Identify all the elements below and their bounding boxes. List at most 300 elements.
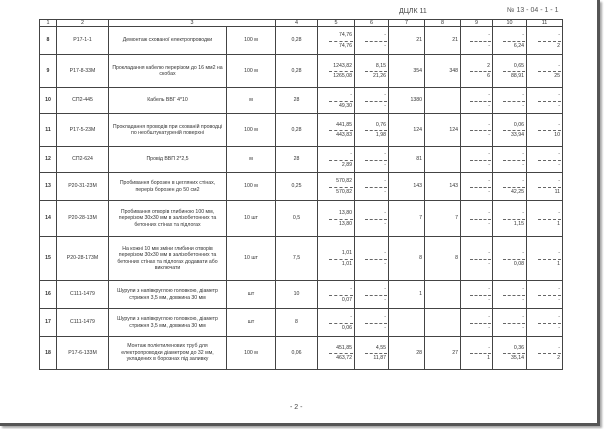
col10-bottom: 0,65 xyxy=(513,62,524,69)
col7-value: 28 xyxy=(389,337,425,370)
col9-cell xyxy=(461,201,493,237)
col9-top: - xyxy=(488,296,490,303)
col10-top: 33,94 xyxy=(511,132,524,138)
document-number: № 13 - 04 - 1 - 1 xyxy=(507,7,559,14)
col10-bottom: - xyxy=(522,92,524,99)
work-name: Монтаж поліетиленових труб для електропроводки діаметром до 32 мм, укладених в борознах під заливку xyxy=(109,337,227,370)
col7-value: 81 xyxy=(389,147,425,173)
page-number: - 2 - xyxy=(290,404,303,411)
col11-divider xyxy=(538,219,562,220)
work-name: Прокладання кабелю перерізом до 16 мм2 на скобах xyxy=(109,55,227,88)
col6-top: - xyxy=(384,102,386,109)
col11-bottom: - xyxy=(558,286,560,293)
table-row xyxy=(40,114,563,147)
col6-top: - xyxy=(384,220,386,227)
col10-divider xyxy=(503,295,525,296)
col7-value: 1 xyxy=(389,281,425,309)
col9-divider xyxy=(470,187,491,188)
col5-top: 1,01 xyxy=(341,260,352,267)
col9-bottom: - xyxy=(488,121,490,128)
col11-top: 1 xyxy=(557,220,560,227)
col9-bottom: - xyxy=(488,151,490,158)
col10-bottom: 0,36 xyxy=(513,344,524,351)
unit: шт xyxy=(227,281,276,309)
col5-cell xyxy=(318,173,355,201)
col10-cell xyxy=(493,27,527,55)
col8-value: 124 xyxy=(425,114,461,147)
col11-divider xyxy=(538,323,562,324)
col6-cell xyxy=(355,114,389,147)
quantity: 0,28 xyxy=(276,55,318,88)
col9-cell xyxy=(461,147,493,173)
col5-bottom: 1243,82 xyxy=(333,62,352,69)
col11-bottom: - xyxy=(558,151,560,158)
col10-bottom: - xyxy=(522,178,524,185)
col10-divider xyxy=(503,71,525,72)
row-number: 17 xyxy=(40,309,57,337)
col7-value: 124 xyxy=(389,114,425,147)
col10-top: - xyxy=(522,161,524,168)
col9-top: - xyxy=(488,42,490,49)
col5-top: 13,80 xyxy=(339,220,352,227)
col5-cell xyxy=(318,55,355,88)
col9-bottom: - xyxy=(488,314,490,321)
col11-bottom: - xyxy=(558,62,560,69)
col5-cell xyxy=(318,27,355,55)
work-name: Провід ВВП 2*2,5 xyxy=(109,147,227,173)
col10-bottom: 0,06 xyxy=(513,121,524,128)
row-number: 11 xyxy=(40,114,57,147)
rate-code: СП2-445 xyxy=(57,88,109,114)
work-name: Шурупи з напівкруглою головкою, діаметр стрижня 3,5 мм, довжина 30 мм xyxy=(109,309,227,337)
col11-bottom: - xyxy=(558,250,560,257)
col9-top: 1 xyxy=(487,355,490,361)
col5-cell xyxy=(318,201,355,237)
col11-cell xyxy=(527,309,563,337)
col9-bottom: 2 xyxy=(487,62,490,69)
col5-cell xyxy=(318,337,355,370)
col11-cell xyxy=(527,27,563,55)
work-name: Шурупи з напівкруглою головкою, діаметр стрижня 3,5 мм, довжина 30 мм xyxy=(109,281,227,309)
col7-value: 8 xyxy=(389,237,425,281)
col10-cell xyxy=(493,201,527,237)
col6-top: - xyxy=(384,188,386,195)
col6-top: 11,87 xyxy=(373,355,386,361)
col8-value xyxy=(425,88,461,114)
col6-divider xyxy=(365,259,387,260)
col5-top: 443,83 xyxy=(336,132,352,138)
col6-divider xyxy=(365,295,387,296)
col-header-11: 11 xyxy=(527,20,563,27)
table-row xyxy=(40,27,563,55)
col6-cell xyxy=(355,237,389,281)
col5-top: 49,30 xyxy=(339,102,352,109)
col10-bottom: - xyxy=(522,210,524,217)
col9-cell xyxy=(461,337,493,370)
rate-code: Р17-5-23М xyxy=(57,114,109,147)
col5-divider xyxy=(329,219,353,220)
col6-bottom: - xyxy=(384,151,386,158)
col9-bottom: - xyxy=(488,250,490,257)
col6-cell xyxy=(355,55,389,88)
rate-code: Р20-31-23М xyxy=(57,173,109,201)
col10-cell xyxy=(493,337,527,370)
col9-cell xyxy=(461,237,493,281)
table-row xyxy=(40,88,563,114)
rate-code: Р17-6-133М xyxy=(57,337,109,370)
col5-top: 0,07 xyxy=(341,296,352,303)
col11-top: 2 xyxy=(557,355,560,361)
col5-bottom: 74,76 xyxy=(339,32,352,39)
col10-bottom: - xyxy=(522,32,524,39)
col6-bottom: - xyxy=(384,250,386,257)
col11-divider xyxy=(538,259,562,260)
rate-code: Р17-1-1 xyxy=(57,27,109,55)
col6-top: - xyxy=(384,324,386,331)
work-name: Кабель ВВГ 4*10 xyxy=(109,88,227,114)
col10-bottom: - xyxy=(522,151,524,158)
col11-top: - xyxy=(558,102,560,109)
col10-bottom: - xyxy=(522,286,524,293)
estimate-table xyxy=(39,19,563,370)
col6-divider xyxy=(365,323,387,324)
col10-divider xyxy=(503,259,525,260)
col5-divider xyxy=(329,259,353,260)
quantity: 10 xyxy=(276,281,318,309)
table-row xyxy=(40,309,563,337)
col10-cell xyxy=(493,147,527,173)
col9-divider xyxy=(470,219,491,220)
col9-divider xyxy=(470,323,491,324)
col10-cell xyxy=(493,173,527,201)
col6-cell xyxy=(355,309,389,337)
col6-divider xyxy=(365,353,387,354)
unit: 10 шт xyxy=(227,237,276,281)
col11-divider xyxy=(538,101,562,102)
col10-top: 35,14 xyxy=(511,355,524,361)
col5-bottom: 441,85 xyxy=(336,121,352,128)
col6-bottom: - xyxy=(384,32,386,39)
col5-cell xyxy=(318,147,355,173)
col6-divider xyxy=(365,101,387,102)
col11-top: 2 xyxy=(557,42,560,49)
table-row xyxy=(40,173,563,201)
col6-divider xyxy=(365,130,387,131)
col11-divider xyxy=(538,295,562,296)
col6-top: - xyxy=(384,161,386,168)
unit: 100 м xyxy=(227,173,276,201)
col9-cell xyxy=(461,309,493,337)
col8-value: 7 xyxy=(425,201,461,237)
col6-bottom: 0,76 xyxy=(375,121,386,128)
col5-divider xyxy=(329,130,353,131)
col9-top: - xyxy=(488,188,490,195)
col10-top: - xyxy=(522,324,524,331)
col11-divider xyxy=(538,187,562,188)
col-header-9: 9 xyxy=(461,20,493,27)
col9-cell xyxy=(461,88,493,114)
table-row xyxy=(40,337,563,370)
col9-divider xyxy=(470,295,491,296)
col11-cell xyxy=(527,173,563,201)
col9-bottom: - xyxy=(488,32,490,39)
col5-bottom: 451,85 xyxy=(336,344,352,351)
col8-value xyxy=(425,281,461,309)
col10-top: 88,91 xyxy=(511,73,524,79)
col9-cell xyxy=(461,55,493,88)
rate-code: С111-1479 xyxy=(57,309,109,337)
col9-cell xyxy=(461,173,493,201)
col9-top: 6 xyxy=(487,73,490,79)
col6-bottom: 4,55 xyxy=(375,344,386,351)
col11-cell xyxy=(527,281,563,309)
col5-top: 74,76 xyxy=(339,42,352,49)
rate-code: С111-1479 xyxy=(57,281,109,309)
col-header-2: 2 xyxy=(57,20,109,27)
col11-top: 11 xyxy=(554,188,560,195)
col9-divider xyxy=(470,71,491,72)
rate-code: Р17-8-33М xyxy=(57,55,109,88)
col5-divider xyxy=(329,353,353,354)
col-header-8: 8 xyxy=(425,20,461,27)
col-header-10: 10 xyxy=(493,20,527,27)
unit: 10 шт xyxy=(227,201,276,237)
col10-divider xyxy=(503,219,525,220)
row-number: 14 xyxy=(40,201,57,237)
col5-bottom: - xyxy=(350,286,352,293)
col7-value: 354 xyxy=(389,55,425,88)
col6-divider xyxy=(365,219,387,220)
unit: 100 м xyxy=(227,114,276,147)
col9-top: - xyxy=(488,132,490,138)
col10-divider xyxy=(503,130,525,131)
col9-cell xyxy=(461,114,493,147)
work-name: Пробивання отворів глибиною 100 мм, перерізом 30х30 мм в залізобетонних та бетонних стінах та підлогах xyxy=(109,201,227,237)
col6-divider xyxy=(365,187,387,188)
rate-code: Р20-28-173М xyxy=(57,237,109,281)
col10-bottom: - xyxy=(522,314,524,321)
col7-value: 1380 xyxy=(389,88,425,114)
row-number: 16 xyxy=(40,281,57,309)
col5-cell xyxy=(318,309,355,337)
col5-divider xyxy=(329,101,353,102)
col6-bottom: - xyxy=(384,178,386,185)
col9-divider xyxy=(470,101,491,102)
row-number: 18 xyxy=(40,337,57,370)
col11-top: 1 xyxy=(557,260,560,267)
row-number: 13 xyxy=(40,173,57,201)
col10-cell xyxy=(493,55,527,88)
col11-bottom: - xyxy=(558,314,560,321)
col7-value: 143 xyxy=(389,173,425,201)
col10-cell xyxy=(493,281,527,309)
unit: 100 м xyxy=(227,27,276,55)
col10-cell xyxy=(493,88,527,114)
col9-bottom: - xyxy=(488,344,490,351)
col9-bottom: - xyxy=(488,178,490,185)
col11-bottom: - xyxy=(558,121,560,128)
col6-cell xyxy=(355,173,389,201)
col11-bottom: - xyxy=(558,32,560,39)
col5-bottom: - xyxy=(350,92,352,99)
col5-top: 463,72 xyxy=(336,355,352,361)
col5-bottom: - xyxy=(350,151,352,158)
col11-cell xyxy=(527,237,563,281)
col9-top: - xyxy=(488,260,490,267)
col5-divider xyxy=(329,295,353,296)
quantity: 0,25 xyxy=(276,173,318,201)
col6-top: - xyxy=(384,260,386,267)
col5-top: 570,82 xyxy=(336,188,352,195)
col6-bottom: - xyxy=(384,286,386,293)
unit: шт xyxy=(227,309,276,337)
col6-top: - xyxy=(384,296,386,303)
col5-top: 1265,08 xyxy=(333,73,352,79)
col11-bottom: - xyxy=(558,344,560,351)
col10-top: - xyxy=(522,102,524,109)
rate-code: СП2-624 xyxy=(57,147,109,173)
col10-bottom: - xyxy=(522,250,524,257)
col9-bottom: - xyxy=(488,92,490,99)
col5-cell xyxy=(318,114,355,147)
col11-top: 25 xyxy=(554,73,560,79)
col11-divider xyxy=(538,160,562,161)
quantity: 7,5 xyxy=(276,237,318,281)
col11-bottom: - xyxy=(558,92,560,99)
quantity: 0,28 xyxy=(276,114,318,147)
table-row xyxy=(40,237,563,281)
col5-bottom: 570,82 xyxy=(336,178,352,185)
col6-cell xyxy=(355,337,389,370)
col5-cell xyxy=(318,237,355,281)
col-header-6: 6 xyxy=(355,20,389,27)
unit: 100 м xyxy=(227,337,276,370)
col9-cell xyxy=(461,27,493,55)
col5-cell xyxy=(318,88,355,114)
col11-divider xyxy=(538,71,562,72)
col10-divider xyxy=(503,101,525,102)
rate-code: Р20-28-13М xyxy=(57,201,109,237)
table-row xyxy=(40,201,563,237)
col10-cell xyxy=(493,114,527,147)
row-number: 10 xyxy=(40,88,57,114)
col11-cell xyxy=(527,88,563,114)
col9-bottom: - xyxy=(488,210,490,217)
col9-divider xyxy=(470,353,491,354)
col10-cell xyxy=(493,237,527,281)
col6-divider xyxy=(365,160,387,161)
row-number: 12 xyxy=(40,147,57,173)
quantity: 0,5 xyxy=(276,201,318,237)
col9-divider xyxy=(470,160,491,161)
col10-top: 1,15 xyxy=(513,220,524,227)
col11-divider xyxy=(538,41,562,42)
unit: 100 м xyxy=(227,55,276,88)
col5-divider xyxy=(329,41,353,42)
col9-divider xyxy=(470,259,491,260)
col5-divider xyxy=(329,187,353,188)
col9-top: - xyxy=(488,102,490,109)
column-number-row xyxy=(40,20,563,27)
quantity: 0,06 xyxy=(276,337,318,370)
document-code: ДЦЛК 11 xyxy=(399,8,427,15)
col6-divider xyxy=(365,71,387,72)
col8-value: 27 xyxy=(425,337,461,370)
col11-cell xyxy=(527,337,563,370)
work-name: На кожні 10 мм зміни глибини отворів перерізом 30х30 мм в залізобетонних та бетонних стінах та підлогах додавати або виключати xyxy=(109,237,227,281)
col8-value: 143 xyxy=(425,173,461,201)
col5-divider xyxy=(329,160,353,161)
col10-top: 42,25 xyxy=(511,188,524,195)
col10-top: 0,08 xyxy=(513,260,524,267)
col11-bottom: - xyxy=(558,178,560,185)
col6-top: 1,98 xyxy=(375,132,386,138)
col6-divider xyxy=(365,41,387,42)
col10-top: 6,24 xyxy=(513,42,524,49)
col9-top: - xyxy=(488,161,490,168)
col9-divider xyxy=(470,130,491,131)
col10-divider xyxy=(503,353,525,354)
col6-bottom: - xyxy=(384,92,386,99)
col6-top: 21,26 xyxy=(373,73,386,79)
col11-cell xyxy=(527,147,563,173)
col10-top: - xyxy=(522,296,524,303)
col11-divider xyxy=(538,130,562,131)
col-header-5: 5 xyxy=(318,20,355,27)
col-header-1: 1 xyxy=(40,20,57,27)
unit: м xyxy=(227,88,276,114)
col9-top: - xyxy=(488,220,490,227)
col-header-3: 3 xyxy=(109,20,276,27)
col5-top: 2,89 xyxy=(341,161,352,168)
col5-bottom: 1,01 xyxy=(341,250,352,257)
quantity: 0,28 xyxy=(276,27,318,55)
col6-bottom: - xyxy=(384,314,386,321)
col6-cell xyxy=(355,281,389,309)
col6-bottom: - xyxy=(384,210,386,217)
col-header-4: 4 xyxy=(276,20,318,27)
col10-cell xyxy=(493,309,527,337)
col5-bottom: 13,80 xyxy=(339,210,352,217)
col5-cell xyxy=(318,281,355,309)
table-row xyxy=(40,147,563,173)
col10-divider xyxy=(503,323,525,324)
row-number: 9 xyxy=(40,55,57,88)
col7-value xyxy=(389,309,425,337)
work-name: Пробивання борозен в цегляних стінах, переріз борозен до 50 см2 xyxy=(109,173,227,201)
col8-value: 348 xyxy=(425,55,461,88)
col6-cell xyxy=(355,147,389,173)
col8-value xyxy=(425,309,461,337)
col11-bottom: - xyxy=(558,210,560,217)
col5-bottom: - xyxy=(350,314,352,321)
col11-top: 10 xyxy=(554,132,560,138)
col11-top: - xyxy=(558,161,560,168)
col6-top: - xyxy=(384,42,386,49)
col9-cell xyxy=(461,281,493,309)
row-number: 8 xyxy=(40,27,57,55)
quantity: 28 xyxy=(276,88,318,114)
quantity: 28 xyxy=(276,147,318,173)
col8-value xyxy=(425,147,461,173)
col5-divider xyxy=(329,323,353,324)
col5-top: 0,06 xyxy=(341,324,352,331)
col11-divider xyxy=(538,353,562,354)
col8-value: 8 xyxy=(425,237,461,281)
work-name: Демонтаж схованої електропроводки xyxy=(109,27,227,55)
table-row xyxy=(40,281,563,309)
col11-cell xyxy=(527,55,563,88)
